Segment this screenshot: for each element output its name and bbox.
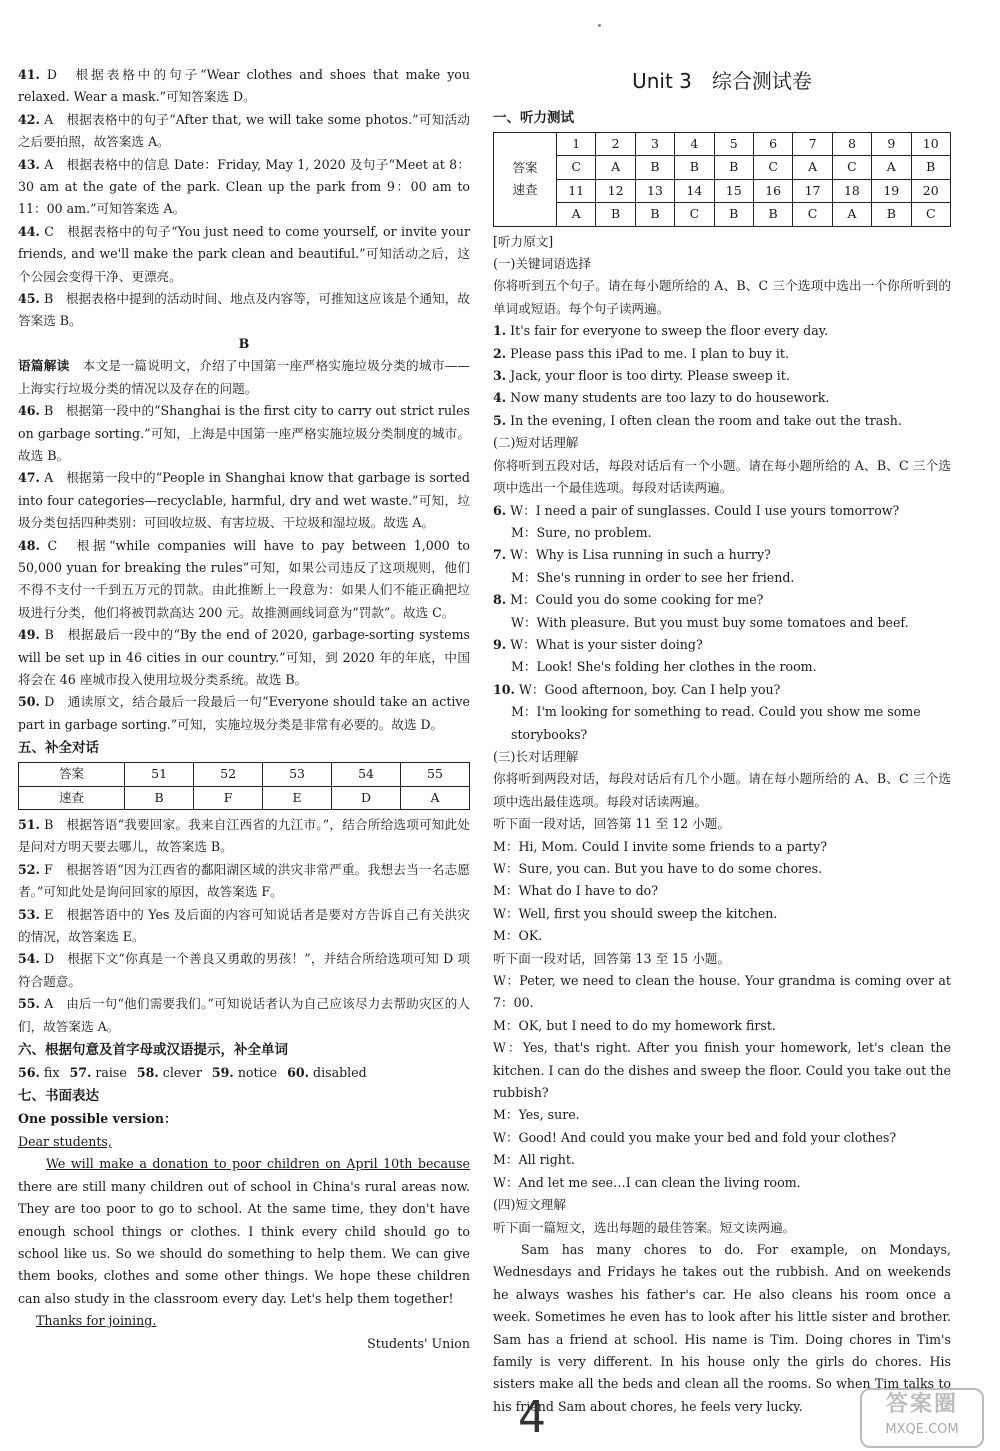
dialogue-line: W：Well, first you should sweep the kitchen.	[493, 905, 778, 921]
item-text: Now many students are too lazy to do housework.	[506, 390, 830, 406]
dialogue-1-intro: 听下面一段对话，回答第 11 至 12 小题。	[493, 816, 730, 832]
answer-cell: A	[596, 156, 635, 179]
item-text: B 根据第一段中的“Shanghai is the first city to carry out strict rules on garbage sorting.”可知，上海是中国第一座严格实施垃圾分类制度的城市。故选 B。	[18, 403, 470, 463]
item-number: 8.	[493, 592, 507, 608]
handwritten-page-mark: 4	[518, 1392, 546, 1443]
item-text: It's fair for everyone to sweep the floor every day.	[506, 323, 829, 339]
answer-word: clever	[158, 1065, 202, 1081]
item-number: 10.	[493, 681, 515, 697]
answer-item	[18, 624, 470, 691]
essay-topic-sentence: We will make a donation to poor children on April 10th because	[46, 1156, 470, 1172]
question-number: 10	[911, 133, 950, 156]
dialogue-line: W：Good! And could you make your bed and fold your clothes?	[493, 1129, 897, 1145]
item-number: 58.	[136, 1065, 159, 1081]
signature: Students' Union	[367, 1335, 470, 1351]
answer-item	[18, 64, 470, 109]
item-number: 49.	[18, 627, 40, 643]
dialogue-item	[493, 500, 951, 522]
part-4-title: (四)短文理解	[493, 1197, 566, 1213]
answer-item	[493, 320, 951, 342]
part-3-instructions: 你将听到两段对话，每段对话后有几个小题。请在每小题所给的 A、B、C 三个选项中选出最佳选项。每段对话读两遍。	[493, 771, 951, 809]
salutation: Dear students,	[18, 1133, 112, 1149]
question-number: 4	[675, 133, 714, 156]
answer-item	[18, 904, 470, 949]
section-b-heading: B	[238, 335, 250, 351]
script-label: [听力原文]	[493, 233, 554, 249]
answer-item	[18, 691, 470, 736]
item-text: A 由后一句“他们需要我们。”可知说话者认为自己应该尽力去帮助灾区的人们，故答案选 A。	[18, 996, 470, 1034]
analysis-label: 语篇解读	[18, 358, 70, 374]
item-number: 2.	[493, 345, 507, 361]
item-text: D 通读原文，结合最后一段最后一句“Everyone should take an active part in garbage sorting.”可知，实施垃圾分类是非常有必要的。故选 D。	[18, 694, 470, 732]
part-3-title: (三)长对话理解	[493, 748, 579, 764]
question-number: 54	[332, 763, 401, 786]
right-column	[493, 64, 951, 1418]
dialogue-line: W：Sure, you can. But you have to do some chores.	[493, 861, 823, 876]
part-1-sentences	[493, 320, 951, 432]
answer-item	[18, 948, 470, 993]
item-text: In the evening, I often clean the room and take out the trash.	[506, 412, 902, 428]
item-number: 60.	[287, 1065, 310, 1081]
dialogue-1	[493, 836, 951, 948]
answer-cell: E	[263, 786, 332, 809]
answer-item	[18, 859, 470, 904]
answer-cell: A	[793, 156, 832, 179]
answer-item	[493, 365, 951, 387]
question-number: 7	[793, 133, 832, 156]
answer-cell: C	[832, 156, 871, 179]
question-number: 19	[872, 179, 911, 202]
question-number: 9	[872, 133, 911, 156]
item-text: C 根据“while companies will have to pay between 1,000 to 50,000 yuan for breaking the rules”可知，如果公司违反了这项规则，他们不得不支付一千到五万元的罚款。由此推断上一段意为：如果人们不能正确把垃圾进行分类，他们将被罚款高达 200 元。故推测画线词意为“罚款”。故选 C。	[18, 537, 470, 620]
dialogue-reply: M：She's running in order to see her friend.	[511, 569, 795, 585]
answer-cell: C	[753, 156, 792, 179]
item-text: B 根据最后一段中的“By the end of 2020, garbage-sorting systems will be set up in 46 cities in our country.”可知，到 2020 年的年底，中国将会在 46 座城市投入使用垃圾分类系统。故选 B。	[18, 627, 470, 687]
answer-item	[18, 221, 470, 288]
answer-item	[18, 814, 470, 859]
dialogue-item	[493, 589, 951, 611]
answer-cell: B	[714, 156, 753, 179]
item-number: 53.	[18, 906, 40, 922]
answer-item	[18, 154, 470, 221]
dialogue-2	[493, 970, 951, 1194]
dialogue-line: M：All right.	[493, 1152, 575, 1168]
item-number: 52.	[18, 861, 40, 877]
part-2-instructions: 你将听到五段对话，每段对话后有一个小题。请在每小题所给的 A、B、C 三个选项中选出一个最佳选项。每段对话读两遍。	[493, 457, 951, 496]
question-number: 5	[714, 133, 753, 156]
answer-cell: B	[635, 203, 674, 226]
dialogue-line: W：What is your sister doing?	[506, 636, 703, 652]
dialogue-line: W：Peter, we need to clean the house. Your grandma is coming over at 7：00.	[493, 973, 951, 1011]
dialogue-line: M：Could you do some cooking for me?	[506, 592, 764, 608]
dialogue-reply: W：With pleasure. But you must buy some tomatoes and beef.	[511, 614, 909, 630]
answer-cell: B	[872, 203, 911, 226]
answer-word: notice	[233, 1065, 278, 1081]
answer-cell: C	[675, 203, 714, 226]
item-text: Jack, your floor is too dirty. Please sweep it.	[506, 368, 790, 384]
part-2-title: (二)短对话理解	[493, 435, 579, 451]
dialogue-line: W：Good afternoon, boy. Can I help you?	[514, 681, 781, 697]
question-number: 11	[557, 179, 596, 202]
item-number: 50.	[18, 694, 40, 710]
header-line: 答案	[512, 159, 538, 175]
dialogue-line: W：I need a pair of sunglasses. Could I use yours tomorrow?	[506, 502, 900, 518]
answer-cell: A	[832, 203, 871, 226]
question-number: 20	[911, 179, 950, 202]
item-number: 5.	[493, 412, 507, 428]
item-number: 57.	[69, 1065, 92, 1081]
dialogue-line: M：Hi, Mom. Could I invite some friends to a party?	[493, 838, 828, 854]
answer-cell: C	[793, 203, 832, 226]
section-1-title: 一、听力测试	[493, 110, 574, 126]
ink-dot	[598, 24, 601, 27]
question-number: 1	[557, 133, 596, 156]
answer-cell: B	[911, 156, 950, 179]
answer-cell: A	[872, 156, 911, 179]
item-text: E 根据答语中的 Yes 及后面的内容可知说话者是要对方告诉自己有关洪灾的情况，故答案选 E。	[18, 906, 470, 945]
item-number: 1.	[493, 323, 507, 339]
answer-item	[18, 400, 470, 467]
answer-explanations-41-45	[18, 64, 470, 333]
item-text: B 根据表格中提到的活动时间、地点及内容等，可推知这应该是个通知，故答案选 B。	[18, 291, 470, 329]
answer-cell: F	[194, 786, 263, 809]
essay-rest: there are still many children out of school in China's rural areas now. They are too poor to go to school. At the same time, they don't have enough school things or clothes. I think every child should go to school like us. So we should do something to help them. We can give them books, clothes and some other things. We hope these children can also study in the classroom every day. Let's help them together!	[18, 1178, 470, 1306]
closing: Thanks for joining.	[36, 1313, 157, 1329]
answer-item	[493, 410, 951, 432]
unit-title: Unit 3 综合测试卷	[632, 69, 812, 93]
item-number: 9.	[493, 636, 507, 652]
answer-word: disabled	[309, 1065, 367, 1081]
item-number: 51.	[18, 817, 40, 832]
question-number: 18	[832, 179, 871, 202]
item-number: 54.	[18, 951, 40, 967]
section-6-answers	[18, 1062, 470, 1084]
item-number: 4.	[493, 390, 507, 406]
answer-cell: B	[753, 203, 792, 226]
dialogue-line: W：Why is Lisa running in such a hurry?	[506, 547, 771, 563]
item-text: D 根据表格中的句子“Wear clothes and shoes that make you relaxed. Wear a mask.”可知答案选 D。	[18, 67, 470, 105]
dialogue-item	[493, 679, 951, 701]
item-number: 55.	[18, 996, 40, 1012]
question-number: 53	[263, 763, 332, 786]
question-number: 2	[596, 133, 635, 156]
dialogue-line: M：OK.	[493, 928, 543, 944]
dialogue-2-intro: 听下面一段对话，回答第 13 至 15 小题。	[493, 950, 730, 966]
section-5-answer-table	[18, 762, 470, 810]
section-6-title: 六、根据句意及首字母或汉语提示，补全单词	[18, 1042, 288, 1059]
answer-item	[18, 993, 470, 1038]
answer-cell: C	[557, 156, 596, 179]
section-7-title: 七、书面表达	[18, 1088, 99, 1105]
question-number: 6	[753, 133, 792, 156]
item-text: A 根据第一段中的“People in Shanghai know that garbage is sorted into four categories—recyclable, harmful, dry and wet waste.”可知，垃圾分类包括四种类别：可回收垃圾、有害垃圾、干垃圾和湿垃圾。故选 A。	[18, 470, 470, 531]
version-label: One possible version：	[18, 1111, 177, 1127]
left-column	[18, 64, 470, 1355]
item-number: 45.	[18, 291, 40, 307]
item-number: 56.	[18, 1065, 40, 1081]
part-1-title: (一)关键词语选择	[493, 256, 591, 272]
listening-answer-table	[493, 132, 951, 227]
answer-word: raise	[91, 1065, 127, 1081]
question-number: 15	[714, 179, 753, 202]
item-number: 48.	[18, 537, 40, 553]
dialogue-item	[493, 634, 951, 656]
item-number: 47.	[18, 470, 40, 486]
answer-item	[18, 467, 470, 534]
answer-item	[18, 535, 470, 625]
item-number: 44.	[18, 223, 40, 239]
answer-cell: A	[401, 786, 470, 809]
item-text: A 根据表格中的信息 Date：Friday, May 1, 2020 及句子“Meet at 8：30 am at the gate of the park. Clean up the park from 9：00 am to 11：00 am.”可知答案选 A。	[18, 156, 470, 217]
dialogue-item	[493, 544, 951, 566]
passage-analysis	[18, 355, 470, 400]
question-number: 52	[194, 763, 263, 786]
answer-cell: B	[714, 203, 753, 226]
answer-word: fix	[39, 1065, 60, 1081]
item-number: 46.	[18, 403, 40, 419]
answer-cell: A	[557, 203, 596, 226]
dialogue-line: M：OK, but I need to do my homework first.	[493, 1017, 776, 1033]
question-number: 14	[675, 179, 714, 202]
item-number: 3.	[493, 368, 507, 384]
item-text: Please pass this iPad to me. I plan to buy it.	[506, 345, 789, 361]
answer-cell: B	[635, 156, 674, 179]
dialogue-reply: M：I'm looking for something to read. Could you show me some storybooks?	[511, 704, 921, 742]
answer-item	[18, 109, 470, 154]
item-number: 42.	[18, 111, 40, 127]
part-1-instructions: 你将听到五个句子。请在每小题所给的 A、B、C 三个选项中选出一个你所听到的单词或短语。每个句子读两遍。	[493, 278, 951, 316]
essay-body	[18, 1153, 470, 1310]
listening-passage: Sam has many chores to do. For example, on Mondays, Wednesdays and Fridays he takes out the rubbish. And on weekends he always washes his father's car. He also cleans his room once a week. Sometimes he even has to look after his little sister and brother. Sam has a friend at school. His name is Tim. Doing chores in Tim's family is very different. In his house only the girls do chores. His sisters make all the beds and clean all the rooms. So when Tim talks to his friend Sam about chores, he feels very lucky.	[493, 1241, 951, 1414]
item-number: 41.	[18, 67, 40, 82]
table-header: 速查	[19, 786, 125, 809]
question-number: 3	[635, 133, 674, 156]
header-line: 速查	[512, 182, 538, 198]
part-4-instructions: 听下面一篇短文，选出每题的最佳答案。短文读两遍。	[493, 1219, 796, 1235]
table-header	[494, 133, 557, 227]
analysis-text: 本文是一篇说明文，介绍了中国第一座严格实施垃圾分类的城市——上海实行垃圾分类的情况以及存在的问题。	[18, 358, 471, 396]
dialogue-line: M：What do I have to do?	[493, 883, 658, 899]
item-text: D 根据下文“你真是一个善良又勇敢的男孩！”，并结合所给选项可知 D 项符合题意。	[18, 951, 470, 989]
item-number: 43.	[18, 156, 40, 172]
section-5-title: 五、补全对话	[18, 740, 99, 757]
answer-cell: B	[596, 203, 635, 226]
answer-cell: C	[911, 203, 950, 226]
answer-item	[493, 343, 951, 365]
item-number: 59.	[211, 1065, 234, 1081]
question-number: 51	[125, 763, 194, 786]
watermark-logo: 答案圈 MXQE.COM	[860, 1388, 984, 1448]
answer-cell: B	[675, 156, 714, 179]
question-number: 12	[596, 179, 635, 202]
dialogue-line: W：Yes, that's right. After you finish your homework, let's clean the kitchen. I can do the dishes and sweep the floor. Could you take out the rubbish?	[493, 1040, 951, 1101]
answer-cell: B	[125, 786, 194, 809]
answer-item	[18, 288, 470, 333]
dialogue-line: M：Yes, sure.	[493, 1107, 580, 1123]
answer-explanations-51-55	[18, 814, 470, 1038]
item-number: 6.	[493, 502, 507, 518]
question-number: 55	[401, 763, 470, 786]
dialogue-reply: M：Look! She's folding her clothes in the room.	[511, 659, 817, 675]
part-2-dialogues	[493, 500, 951, 746]
answer-item	[493, 387, 951, 409]
question-number: 16	[753, 179, 792, 202]
dialogue-reply: M：Sure, no problem.	[511, 524, 652, 540]
question-number: 13	[635, 179, 674, 202]
item-text: F 根据答语“因为江西省的鄱阳湖区域的洪灾非常严重。我想去当一名志愿者。”可知此处是询问回家的原因，故答案选 F。	[18, 861, 470, 900]
item-text: C 根据表格中的句子“You just need to come yourself, or invite your friends, and we'll make the park clean and beautiful.”可知活动之后，这个公园会变得干净、更漂亮。	[18, 223, 470, 284]
table-header: 答案	[19, 763, 125, 786]
answer-explanations-46-50	[18, 400, 470, 736]
item-text: B 根据答语“我要回家。我来自江西省的九江市。”，结合所给选项可知此处是问对方明天要去哪儿，故答案选 B。	[18, 817, 470, 855]
dialogue-line: W：And let me see…I can clean the living room.	[493, 1174, 801, 1190]
item-text: A 根据表格中的句子“After that, we will take some photos.”可知活动之后要拍照，故答案选 A。	[18, 111, 470, 150]
item-number: 7.	[493, 547, 507, 563]
question-number: 17	[793, 179, 832, 202]
question-number: 8	[832, 133, 871, 156]
answer-cell: D	[332, 786, 401, 809]
